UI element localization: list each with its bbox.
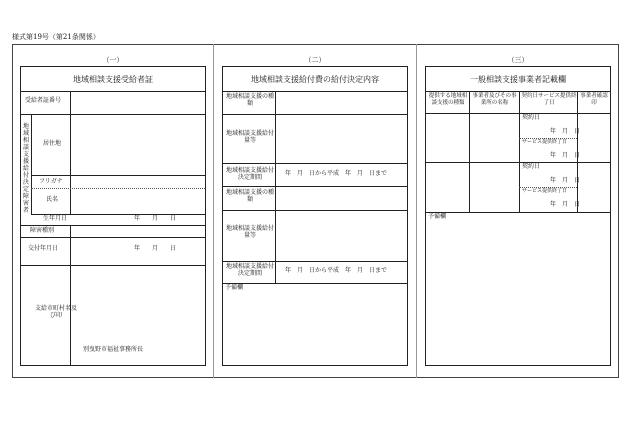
fold-line-right [416, 44, 417, 378]
contract-date-label-2: 契約日 [522, 163, 541, 170]
service-end-label-1: サービス提供終了日 [522, 139, 568, 145]
provider-record-title: 一般相談支援事業者記載欄 [470, 75, 566, 84]
name-label: 氏名 [46, 196, 59, 203]
period-label-2: 地域相談支援給付決定期間 [225, 263, 274, 277]
service-end-label-2: サービス提供終了日 [522, 188, 568, 194]
form-number-label: 様式第19号（第21条関係） [12, 33, 100, 41]
birthdate-label: 生年月日 [43, 215, 68, 222]
service-type-label-1: 地域相談支援の種類 [225, 93, 274, 107]
period-label-1: 地域相談支援給付決定期間 [225, 167, 274, 181]
certificate-panel [20, 66, 206, 366]
remarks-label-col3: 予備欄 [428, 213, 447, 220]
amount-label-1: 地域相談支援給付量等 [225, 130, 274, 144]
issue-date-value: 年 月 日 [134, 245, 177, 252]
furigana-label: フリガナ [39, 178, 63, 185]
header-confirm-seal: 事業者確認印 [580, 93, 608, 106]
header-provider-name: 事業者及びその事業所の名称 [472, 93, 517, 106]
birthdate-value: 年 月 日 [134, 215, 177, 222]
header-contract-dates: 契約日サービス提供終了日 [521, 93, 577, 106]
disabled-person-vertical-label: 地域相談支援給付決定障害者 [22, 123, 29, 214]
col3-heading: （三） [507, 56, 529, 64]
benefit-decision-title: 地域相談支援給付費の給付決定内容 [251, 75, 379, 84]
disability-type-label: 障害種別 [30, 227, 55, 234]
issue-date-label: 交付年月日 [28, 245, 59, 252]
cert-number-label: 受給者証番号 [25, 97, 62, 104]
remarks-label-col2: 予備欄 [225, 284, 244, 291]
certificate-title: 地域相談支援受給者証 [73, 75, 153, 84]
address-label: 居住地 [43, 140, 62, 147]
period-value-1: 年 月 日から平成 年 月 日まで [285, 170, 388, 177]
fold-line-left [213, 44, 214, 378]
issuer-name: 別曳野市福祉事務所長 [83, 346, 144, 353]
contract-date-value-1: 年 月 日 [550, 128, 581, 135]
service-end-value-1: 年 月 日 [550, 152, 581, 159]
service-end-value-2: 年 月 日 [550, 201, 581, 208]
municipality-label: 支給市町村名及び印 [34, 305, 77, 319]
benefit-decision-panel [222, 66, 408, 366]
contract-date-value-2: 年 月 日 [550, 177, 581, 184]
provider-record-panel [425, 66, 611, 366]
col2-heading: （二） [304, 56, 326, 64]
col1-heading: （一） [102, 56, 124, 64]
contract-date-label-1: 契約日 [522, 114, 541, 121]
period-value-2: 年 月 日から平成 年 月 日まで [285, 267, 388, 274]
header-service-type: 提供する地域相談支援の種類 [428, 93, 468, 106]
amount-label-2: 地域相談支援給付量等 [225, 225, 274, 239]
service-type-label-2: 地域相談支援の種類 [225, 189, 274, 203]
